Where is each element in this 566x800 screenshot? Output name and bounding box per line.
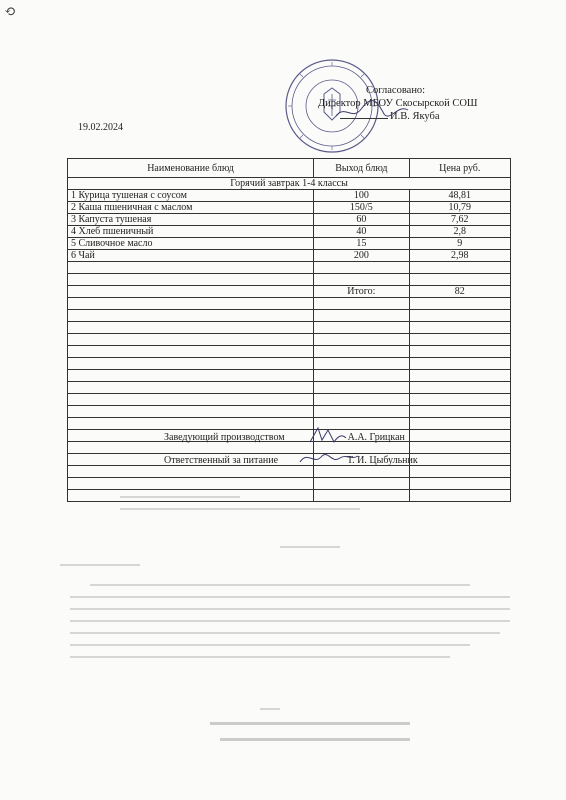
- dish-price: 48,81: [409, 190, 510, 202]
- table-row: [68, 238, 511, 250]
- director-name: И.В. Якуба: [390, 111, 440, 122]
- bleed-through: [60, 480, 530, 780]
- empty-row: [68, 466, 511, 478]
- table-row: [68, 214, 511, 226]
- nutrition-name: Т. И. Цыбульник: [347, 455, 418, 466]
- dish-portion: 15: [314, 238, 409, 250]
- director-signature: [332, 98, 412, 124]
- section-row: [68, 178, 511, 190]
- nutrition-label: Ответственный за питание: [164, 455, 279, 466]
- dish-portion: 100: [314, 190, 409, 202]
- empty-row: [68, 346, 511, 358]
- empty-row: [68, 394, 511, 406]
- dish-price: 7,62: [409, 214, 510, 226]
- dish-portion: 60: [314, 214, 409, 226]
- dish-name: 1 Курица тушеная с соусом: [68, 190, 314, 202]
- dish-name: 2 Каша пшеничная с маслом: [68, 202, 314, 214]
- dish-name: 4 Хлеб пшеничный: [68, 226, 314, 238]
- dish-portion: 200: [314, 250, 409, 262]
- empty-row: [68, 358, 511, 370]
- total-value: 82: [409, 286, 510, 298]
- table-row: [68, 250, 511, 262]
- production-name: А.А. Грицкан: [347, 432, 405, 443]
- production-signature-row: [164, 432, 405, 443]
- table-row: [68, 202, 511, 214]
- table-header-row: [68, 159, 511, 178]
- section-title: Горячий завтрак 1-4 классы: [68, 178, 511, 190]
- dish-price: 2,8: [409, 226, 510, 238]
- empty-row: [68, 322, 511, 334]
- nutrition-signature-row: [164, 455, 418, 466]
- nutrition-signature: [296, 446, 360, 470]
- dish-name: 5 Сливочное масло: [68, 238, 314, 250]
- production-signature: [304, 422, 348, 448]
- total-label: Итого:: [314, 286, 409, 298]
- dish-name: 6 Чай: [68, 250, 314, 262]
- empty-row: [68, 310, 511, 322]
- dish-portion: 150/5: [314, 202, 409, 214]
- dish-price: 9: [409, 238, 510, 250]
- approval-director: Директор МБОУ Скосырской СОШ: [318, 98, 478, 109]
- empty-row: [68, 262, 511, 274]
- dish-price: 10,79: [409, 202, 510, 214]
- rotate-icon: ⟲: [4, 5, 16, 20]
- header-price: Цена руб.: [409, 159, 510, 178]
- empty-row: [68, 406, 511, 418]
- empty-row: [68, 382, 511, 394]
- dish-portion: 40: [314, 226, 409, 238]
- dish-name: 3 Капуста тушеная: [68, 214, 314, 226]
- document-date: 19.02.2024: [78, 122, 123, 133]
- menu-table: [67, 158, 511, 502]
- header-dish-name: Наименование блюд: [68, 159, 314, 178]
- empty-row: [68, 370, 511, 382]
- production-label: Заведующий производством: [164, 432, 285, 443]
- empty-row: [68, 334, 511, 346]
- table-row: [68, 190, 511, 202]
- approval-heading: Согласовано:: [366, 85, 426, 96]
- header-portion: Выход блюд: [314, 159, 409, 178]
- empty-row: [68, 298, 511, 310]
- table-row: [68, 226, 511, 238]
- dish-price: 2,98: [409, 250, 510, 262]
- empty-row: [68, 274, 511, 286]
- empty-row: [68, 442, 511, 454]
- empty-row: [68, 418, 511, 430]
- total-row: [68, 286, 511, 298]
